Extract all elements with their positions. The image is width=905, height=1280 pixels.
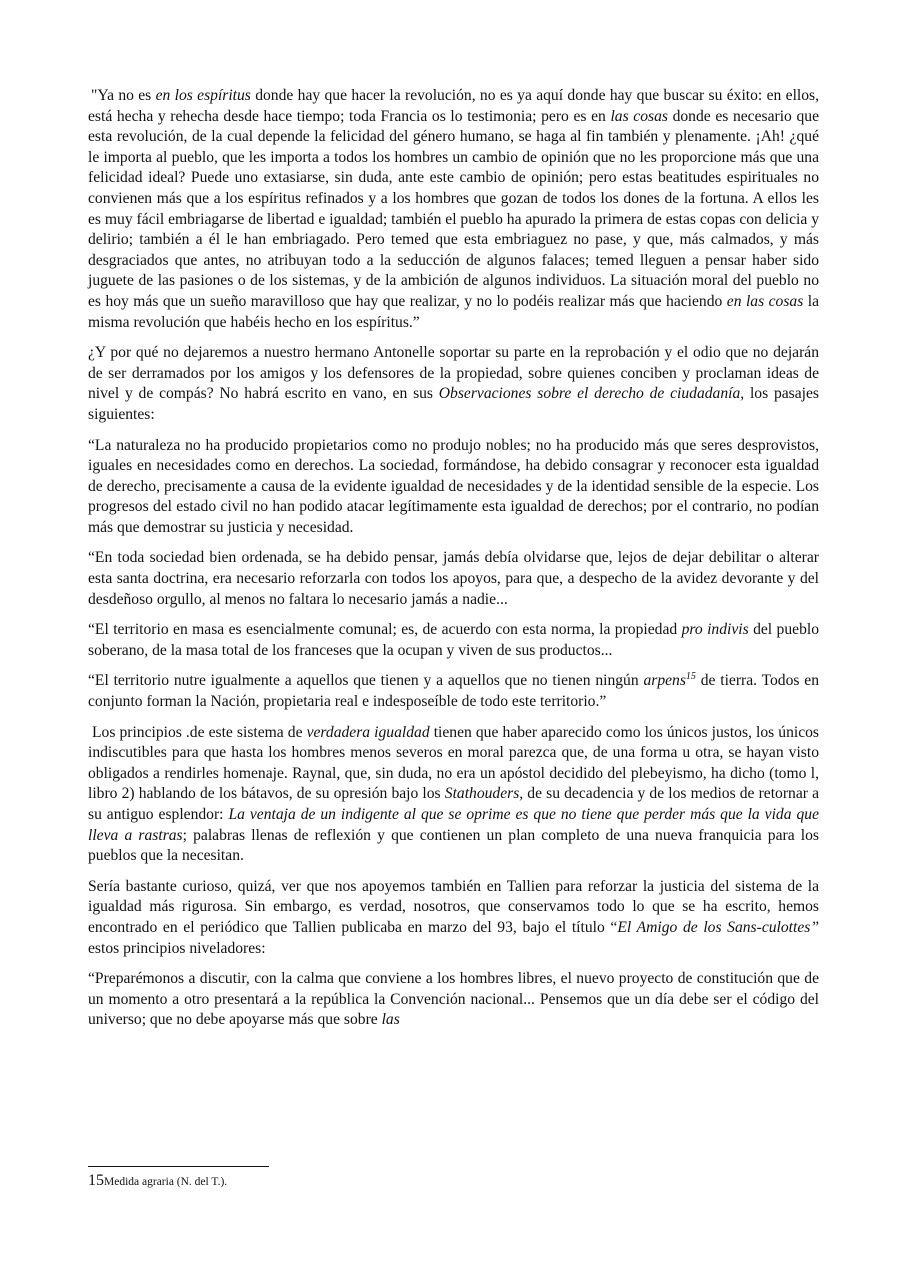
italic-text: en las cosas bbox=[726, 292, 804, 310]
footnote-text: Medida agraria (N. del T.). bbox=[104, 1176, 228, 1188]
text-run: “Preparémonos a discutir, con la calma que conviene a los hombres libres, el nuevo proyecto de constitución que de un momento a otro presentará a la república la Convención nacional... Pensemos que un día debe ser el código del universo; que no debe apoyarse más que sobre bbox=[88, 970, 819, 1029]
document-body bbox=[88, 86, 819, 1041]
paragraph bbox=[88, 671, 819, 712]
paragraph bbox=[88, 969, 819, 1031]
italic-text: en los espíritus bbox=[155, 87, 251, 104]
paragraph bbox=[88, 548, 819, 610]
paragraph bbox=[88, 436, 819, 539]
text-run: del pueblo soberano, de la masa total de los franceses que la ocupan y viven de sus productos... bbox=[88, 621, 819, 659]
footnote-reference: 15 bbox=[685, 671, 696, 683]
italic-text: El Amigo de los Sans-culottes” bbox=[617, 918, 819, 936]
text-run: Los principios .de este sistema de bbox=[92, 723, 307, 741]
text-run: los pasajes siguientes: bbox=[88, 385, 819, 423]
text-run: donde es necesario que esta revolución, de la cual depende la felicidad del género humano, se haga al fin también y plenamente. ¡Ah! ¿qué le importa al pueblo, que les importa a todos los hombres un cambio de opinión que no les proporcione más que una felicidad ideal? Puede uno extasiarse, sin duda, ante este cambio de opinión; pero estas beatitudes espirituales no convienen más que a los espíritus refinados y a los hombres que gozan de todos los dones de la fortuna. A ellos les es muy fácil embriagarse de libertad e igualdad; también el pueblo ha apurado la primera de estas copas con delicia y delirio; también a él le han embriagado. Pero temed que esta embriaguez no pase, y que, más calmados, y más desgraciados que antes, no atribuyan todo a la seducción de algunos falaces; temed lleguen a pensar haber sido juguete de las pasiones o de los sistemas, y de la ambición de algunos individuos. La situación moral del pueblo no es hoy más que un sueño maravilloso que hay que realizar, y no lo podéis realizar más que haciendo bbox=[88, 107, 819, 310]
text-run: “La naturaleza no ha producido propietarios como no produjo nobles; no ha producido más que seres desprovistos, iguales en necesidades como en derechos. La sociedad, formándose, ha debido consagrar y reconocer esta igualdad de derecho, precisamente a causa de la evidente igualdad de necesidades y de la identidad sensible de la especie. Los progresos del estado civil no han podido atacar legítimamente esta igualdad de derechos; por el contrario, no podían más que demostrar su justicia y necesidad. bbox=[88, 436, 819, 536]
italic-text: las cosas bbox=[610, 107, 668, 125]
italic-text: Observaciones sobre el derecho de ciudadanía, bbox=[438, 385, 745, 403]
text-run: Sería bastante curioso, quizá, ver que nos apoyemos también en Tallien para reforzar la justicia del sistema de la igualdad más rigurosa. Sin embargo, es verdad, nosotros, que conservamos todo lo que se ha escrito, hemos encontrado en el periódico que Tallien publicaba en marzo del 93, bajo el título “ bbox=[88, 877, 819, 936]
text-run: “El territorio en masa es esencialmente comunal; es, de acuerdo con esta norma, la propiedad bbox=[88, 621, 682, 639]
paragraph bbox=[88, 723, 819, 867]
paragraph bbox=[88, 620, 819, 661]
paragraph bbox=[88, 343, 819, 425]
paragraph bbox=[88, 877, 819, 959]
text-run: de su decadencia y de los medios de retornar a su antiguo esplendor: bbox=[88, 785, 819, 823]
italic-text: las bbox=[381, 1011, 400, 1029]
italic-text: La ventaja de un indigente al que se oprime es que no tiene que perder más que la vida que lleva a rastras bbox=[88, 806, 819, 844]
text-run: estos principios niveladores: bbox=[88, 939, 266, 957]
text-run: ¿Y por qué no dejaremos a nuestro hermano Antonelle soportar su parte en la reprobación y el odio que no dejarán de ser derramados por los amigos y los defensores de la propiedad, sobre quienes conciben y proclaman ideas de nivel y de compás? No habrá escrito en vano, en sus bbox=[88, 344, 819, 403]
text-run: "Ya no es bbox=[91, 87, 156, 104]
italic-text: pro indivis bbox=[681, 621, 749, 639]
italic-text: verdadera igualdad bbox=[306, 723, 430, 741]
text-run: “El territorio nutre igualmente a aquellos que tienen y a aquellos que no tienen ningún bbox=[88, 672, 644, 690]
text-run: “En toda sociedad bien ordenada, se ha debido pensar, jamás debía olvidarse que, lejos de dejar debilitar o alterar esta santa doctrina, era necesario reforzarla con todos los apoyos, para que, a despecho de la avidez devorante y del desdeñoso orgullo, al menos no faltara lo necesario jamás a nadie... bbox=[88, 549, 819, 608]
text-run: de tierra. Todos en conjunto forman la Nación, propietaria real e indesposeíble de todo este territorio.” bbox=[88, 672, 820, 711]
text-run: ; palabras llenas de reflexión y que contienen un plan completo de una nueva franquicia para los pueblos que la necesitan. bbox=[88, 826, 819, 865]
text-run: tienen que haber aparecido como los únicos justos, los únicos indiscutibles para que hasta los hombres menos severos en moral parezca que, de una forma u otra, se hayan visto obligados a rendirles homenaje. Raynal, que, sin duda, no era un apóstol decidido del plebeyismo, ha dicho (tomo l, libro 2) hablando de los bátavos, de su opresión bajo los bbox=[88, 723, 819, 803]
italic-text: Stathouders, bbox=[444, 785, 524, 803]
footnote bbox=[88, 1172, 227, 1190]
text-run: donde hay que hacer la revolución, no es ya aquí donde hay que buscar su éxito: en ellos, está hecha y rehecha desde hace tiempo; toda Francia os lo testimonia; pero es en bbox=[88, 87, 819, 125]
italic-text: arpens bbox=[643, 672, 686, 690]
footnote-number: 15 bbox=[88, 1172, 104, 1189]
footnote-separator bbox=[88, 1166, 269, 1167]
paragraph bbox=[88, 86, 819, 333]
text-run: la misma revolución que habéis hecho en los espíritus.” bbox=[88, 292, 819, 331]
